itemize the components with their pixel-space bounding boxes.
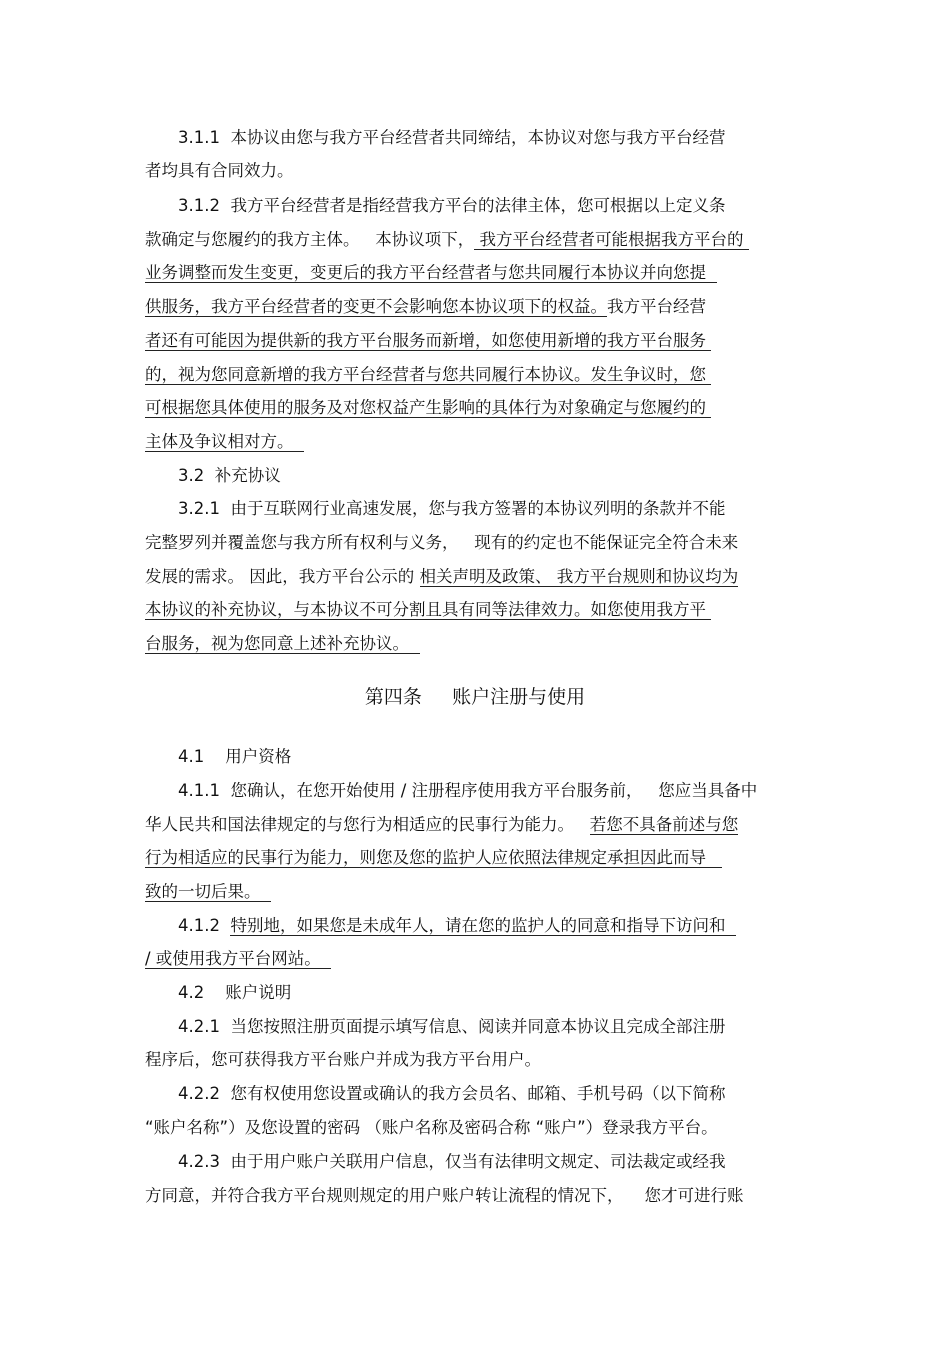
- text-line: 致的一切后果。: [145, 882, 271, 901]
- section-number: 第四条: [364, 686, 422, 708]
- text-line: 者还有可能因为提供新的我方平台服务而新增，如您使用新增的我方平台服务: [145, 331, 712, 350]
- text-line: 可根据您具体使用的服务及对您权益产生影响的具体行为对象确定与您履约的: [145, 398, 712, 417]
- text-line: 4.2 账户说明: [178, 983, 292, 1002]
- text-line: 4.1.1 您确认，在您开始使用 / 注册程序使用我方平台服务前， 您应当具备中: [178, 781, 758, 800]
- text-line: 4.2.1 当您按照注册页面提示填写信息、阅读并同意本协议且完成全部注册: [178, 1017, 726, 1036]
- section-heading: [0, 684, 950, 710]
- text-line: 4.1 用户资格: [178, 747, 292, 766]
- text-line: 发展的需求。 因此，我方平台公示的 相关声明及政策、 我方平台规则和协议均为: [145, 567, 739, 586]
- text-line: 3.1.2 我方平台经营者是指经营我方平台的法律主体，您可根据以上定义条: [178, 196, 726, 215]
- text-line: 本协议的补充协议，与本协议不可分割且具有同等法律效力。如您使用我方平: [145, 600, 712, 619]
- text-line: 3.2 补充协议: [178, 466, 281, 485]
- text-line: 主体及争议相对方。: [145, 432, 304, 451]
- text-line: 台服务，视为您同意上述补充协议。: [145, 634, 420, 653]
- text-line: 供服务，我方平台经营者的变更不会影响您本协议项下的权益。我方平台经营: [145, 297, 706, 316]
- text-line: 3.1.1 本协议由您与我方平台经营者共同缔结，本协议对您与我方平台经营: [178, 128, 726, 147]
- text-line: 的，视为您同意新增的我方平台经营者与您共同履行本协议。发生争议时，您: [145, 365, 712, 384]
- text-line: 完整罗列并覆盖您与我方所有权利与义务， 现有的约定也不能保证完全符合未来: [145, 533, 739, 552]
- text-line: 者均具有合同效力。: [145, 161, 294, 180]
- text-line: / 或使用我方平台网站。: [145, 949, 332, 968]
- text-line: “账户名称”）及您设置的密码 （账户名称及密码合称 “账户”）登录我方平台。: [145, 1118, 718, 1137]
- section-title: 账户注册与使用: [452, 686, 586, 708]
- text-line: 4.1.2 特别地，如果您是未成年人，请在您的监护人的同意和指导下访问和: [178, 916, 736, 935]
- text-line: 行为相适应的民事行为能力，则您及您的监护人应依照法律规定承担因此而导: [145, 848, 722, 867]
- text-line: 业务调整而发生变更，变更后的我方平台经营者与您共同履行本协议并向您提: [145, 263, 717, 282]
- text-line: 华人民共和国法律规定的与您行为相适应的民事行为能力。 若您不具备前述与您: [145, 815, 739, 834]
- text-line: 4.2.3 由于用户账户关联用户信息，仅当有法律明文规定、司法裁定或经我: [178, 1152, 726, 1171]
- text-line: 程序后，您可获得我方平台账户并成为我方平台用户。: [145, 1050, 541, 1069]
- text-line: 3.2.1 由于互联网行业高速发展，您与我方签署的本协议列明的条款并不能: [178, 499, 726, 518]
- text-line: 4.2.2 您有权使用您设置或确认的我方会员名、邮箱、手机号码（以下简称: [178, 1084, 726, 1103]
- text-line: 方同意，并符合我方平台规则规定的用户账户转让流程的情况下， 您才可进行账: [145, 1186, 744, 1205]
- text-line: 款确定与您履约的我方主体。 本协议项下， 我方平台经营者可能根据我方平台的: [145, 230, 749, 249]
